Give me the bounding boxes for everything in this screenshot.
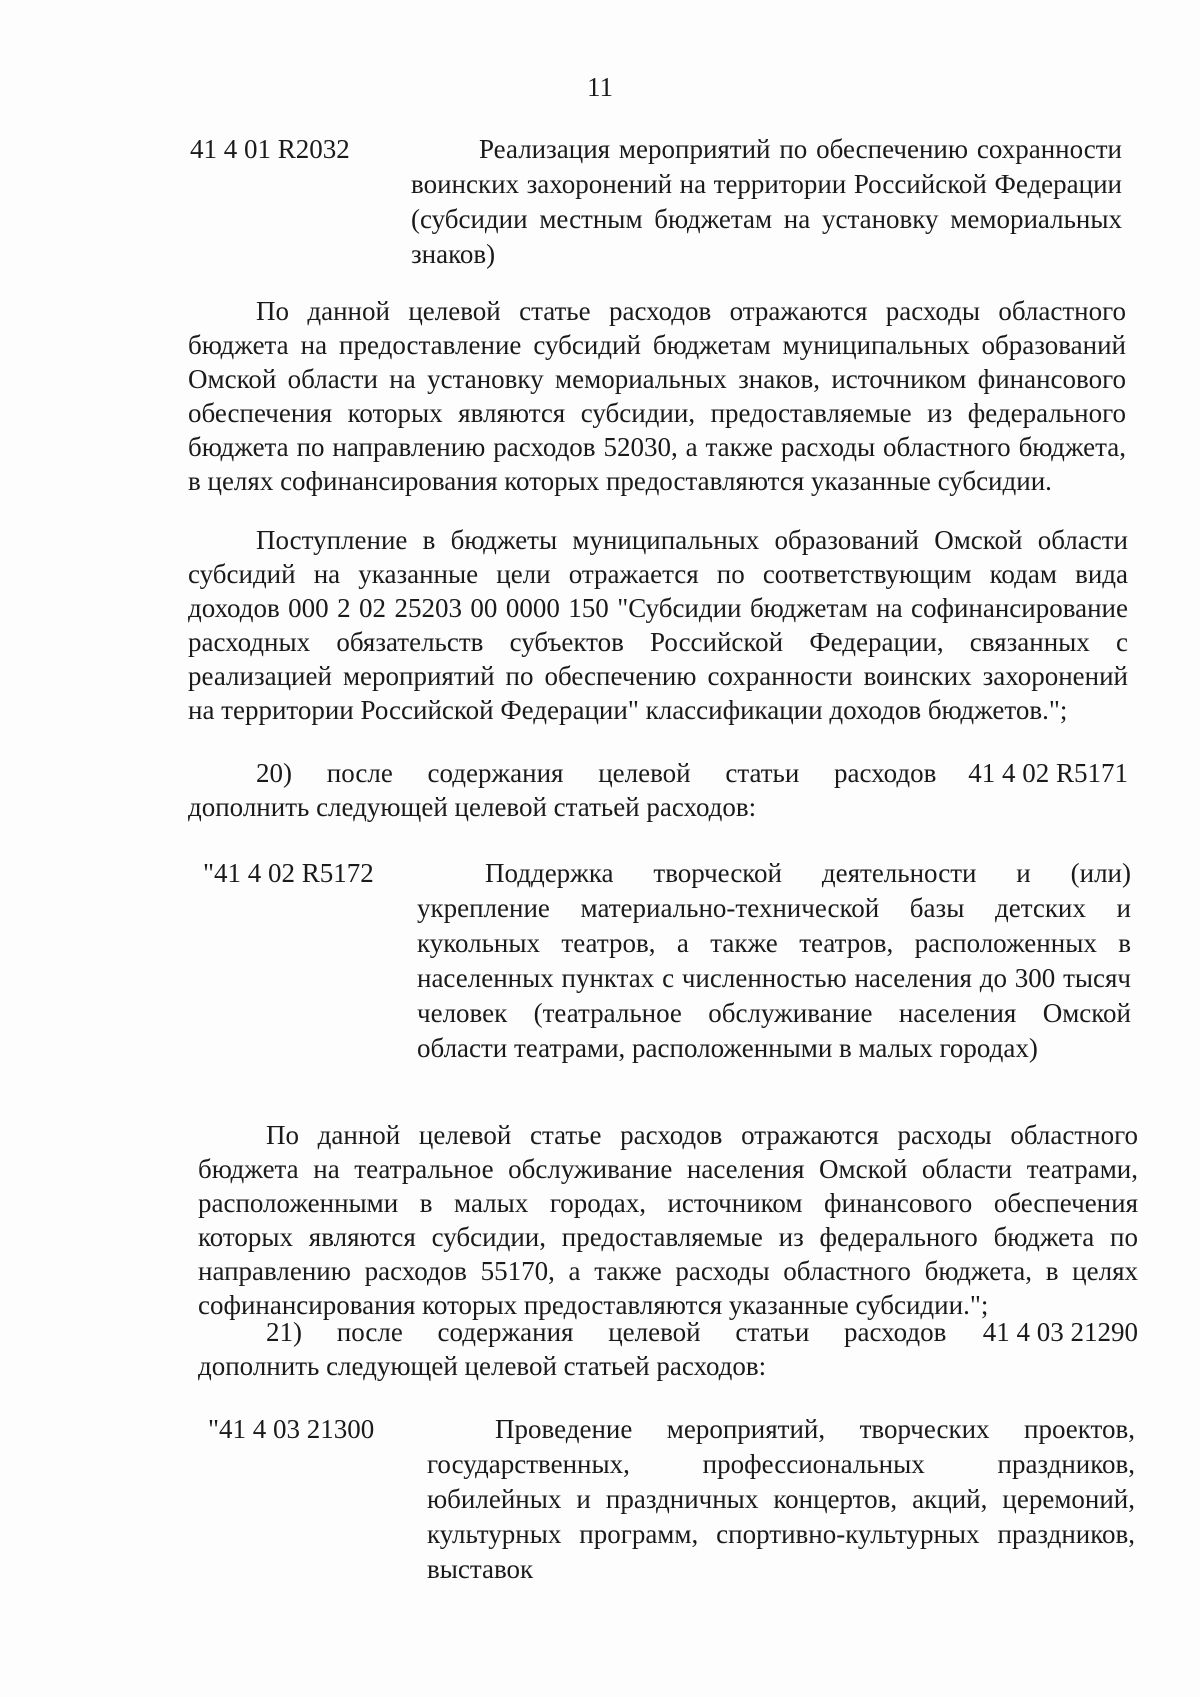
budget-code-entry bbox=[190, 132, 1122, 272]
list-item-lead: 20) после содержания целевой статьи расходов bbox=[256, 758, 937, 788]
list-item bbox=[188, 756, 1128, 824]
list-item bbox=[198, 1315, 1138, 1383]
budget-code-reference: 41 4 02 R5171 bbox=[968, 758, 1128, 788]
paragraph: Поступление в бюджеты муниципальных образований Омской области субсидий на указанные цели отражается по соответствующим кодам вида доходов 000 2 02 25203 00 0000 150 "Субсидии бюджетам на софинансирование расходных обязательств субъектов Российской Федерации, связанных с реализацией мероприятий по обеспечению сохранности воинских захоронений на территории Российской Федерации" классификации доходов бюджетов."; bbox=[188, 525, 1128, 725]
budget-code-reference: 41 4 03 21290 bbox=[982, 1317, 1138, 1347]
budget-code: 41 4 01 R2032 bbox=[190, 134, 350, 164]
paragraph: По данной целевой статье расходов отражаются расходы областного бюджета на предоставление субсидий бюджетам муниципальных образований Омской области на установку мемориальных знаков, источником финансового обеспечения которых являются субсидии, предоставляемые из федерального бюджета по направлению расходов 52030, а также расходы областного бюджета, в целях софинансирования которых предоставляются указанные субсидии. bbox=[188, 296, 1126, 496]
page-number: 11 bbox=[587, 72, 613, 102]
budget-code-description: Реализация мероприятий по обеспечению сохранности воинских захоронений на территории Российской Федерации (субсидии местным бюджетам на установку мемориальных знаков) bbox=[411, 134, 1122, 269]
list-item-lead: 21) после содержания целевой статьи расходов bbox=[266, 1317, 947, 1347]
budget-code: "41 4 02 R5172 bbox=[203, 858, 374, 888]
list-item-tail: дополнить следующей целевой статьей расходов: bbox=[188, 792, 757, 822]
budget-code-description: Поддержка творческой деятельности и (или) укрепление материально-технической базы детских и кукольных театров, а также театров, расположенных в населенных пунктах с численностью населения до 300 тысяч человек (театральное обслуживание населения Омской области театрами, расположенными в малых городах) bbox=[417, 858, 1131, 1063]
budget-code: "41 4 03 21300 bbox=[208, 1414, 375, 1444]
budget-code-entry bbox=[203, 856, 1131, 1066]
budget-code-description: Проведение мероприятий, творческих проектов, государственных, профессиональных праздников, юбилейных и праздничных концертов, акций, церемоний, культурных программ, спортивно-культурных праздников, выставок bbox=[427, 1414, 1135, 1584]
budget-code-entry bbox=[208, 1412, 1135, 1587]
paragraph: По данной целевой статье расходов отражаются расходы областного бюджета на театральное обслуживание населения Омской области театрами, расположенными в малых городах, источником финансового обеспечения которых являются субсидии, предоставляемые из федерального бюджета по направлению расходов 55170, а также расходы областного бюджета, в целях софинансирования которых предоставляются указанные субсидии."; bbox=[198, 1120, 1138, 1320]
list-item-tail: дополнить следующей целевой статьей расходов: bbox=[198, 1351, 767, 1381]
